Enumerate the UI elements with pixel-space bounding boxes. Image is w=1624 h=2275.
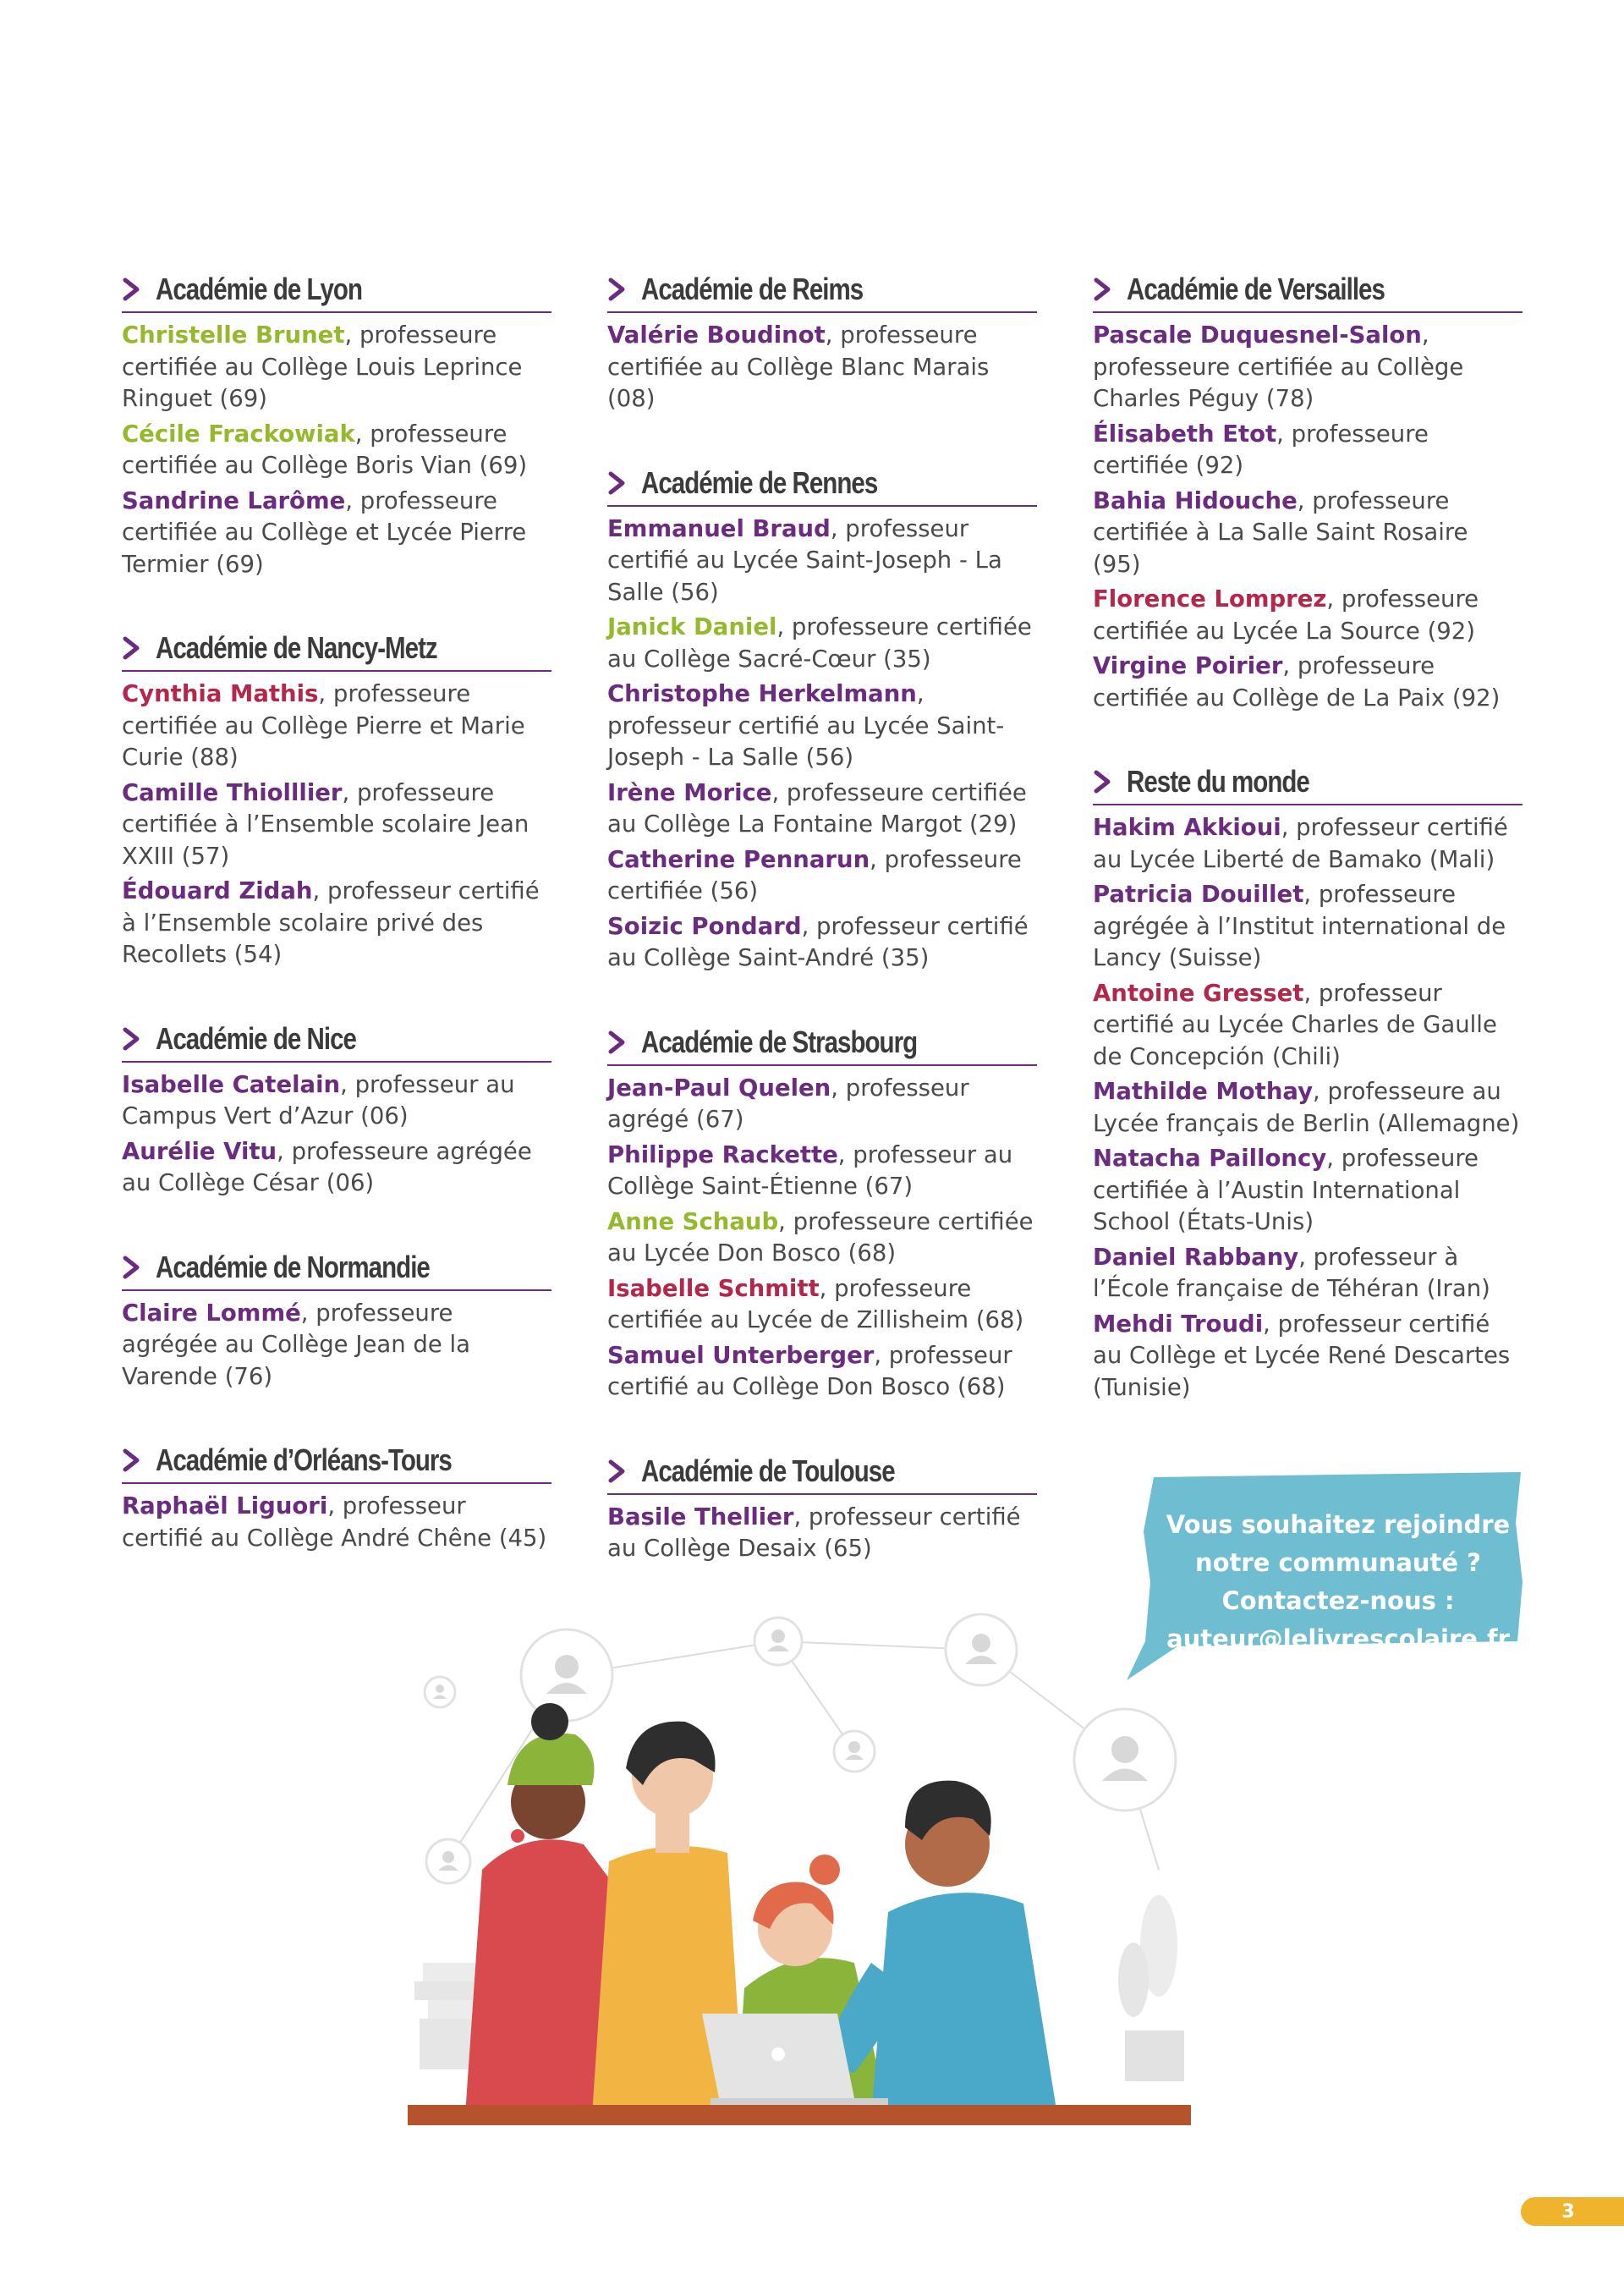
contributor-entry bbox=[1093, 812, 1522, 876]
page-number: 3 bbox=[1521, 2197, 1624, 2226]
contributor-name: Christelle Brunet bbox=[122, 321, 345, 349]
person-red-shirt bbox=[465, 1703, 609, 2115]
contributor-entry bbox=[122, 1136, 551, 1200]
contributor-entry bbox=[122, 419, 551, 482]
table bbox=[408, 2105, 1191, 2125]
contributor-name: Isabelle Schmitt bbox=[607, 1274, 820, 1302]
contributor-description: , professeure certifiée au Lycée de Zillisheim (68) bbox=[607, 1274, 1024, 1333]
contributor-entry bbox=[122, 778, 551, 873]
contributor-description: , professeur certifié au Collège André Chêne (45) bbox=[122, 1492, 547, 1552]
contributor-description: , professeure agrégée à l’Institut international de Lancy (Suisse) bbox=[1093, 881, 1506, 971]
column-1 bbox=[122, 269, 551, 1602]
contributor-entry bbox=[122, 1298, 551, 1393]
contributor-description: , professeur certifié au Lycée Saint-Joseph - La Salle (56) bbox=[607, 514, 1002, 606]
chevron-right-icon bbox=[122, 1448, 142, 1472]
contributor-name: Isabelle Catelain bbox=[122, 1070, 341, 1098]
academy-section bbox=[122, 1019, 551, 1200]
contributor-entry bbox=[1093, 1309, 1522, 1404]
chevron-right-icon bbox=[122, 636, 142, 660]
academy-section bbox=[1093, 269, 1522, 714]
section-header bbox=[122, 1440, 551, 1484]
contributor-name: Antoine Gresset bbox=[1093, 979, 1304, 1007]
contributor-description: , professeure certifiée au Collège et Lycée Pierre Termier (69) bbox=[122, 486, 527, 578]
contributor-description: , professeur agrégé (67) bbox=[607, 1074, 969, 1133]
contributor-entry bbox=[122, 679, 551, 774]
contributor-entry bbox=[607, 844, 1037, 908]
team-illustration bbox=[398, 1591, 1210, 2132]
contributor-name: Hakim Akkioui bbox=[1093, 814, 1281, 841]
contributor-name: Claire Lommé bbox=[122, 1299, 301, 1327]
contributor-entry bbox=[1093, 1143, 1522, 1239]
section-title: Académie de Lyon bbox=[156, 272, 363, 306]
column-3 bbox=[1093, 269, 1522, 1451]
contributor-entry bbox=[607, 1073, 1037, 1136]
chevron-right-icon bbox=[122, 278, 142, 301]
contributor-name: Mehdi Troudi bbox=[1093, 1310, 1264, 1338]
contact-line-1: Vous souhaitez rejoindre bbox=[1166, 1510, 1511, 1539]
contributor-description: , professeure agrégée au Collège Jean de la Varende (76) bbox=[122, 1299, 470, 1390]
person-blue-sweater bbox=[820, 1781, 1057, 2115]
contact-line-2: notre communauté ? bbox=[1194, 1548, 1481, 1577]
section-title: Académie de Nancy-Metz bbox=[156, 630, 437, 665]
contributor-description: , professeure certifiée (56) bbox=[607, 845, 1022, 904]
contributor-description: , professeure certifiée (92) bbox=[1093, 420, 1429, 479]
contributor-name: Soizic Pondard bbox=[607, 912, 802, 940]
contributor-description: , professeure certifiée au Collège La Fontaine Margot (29) bbox=[607, 778, 1027, 838]
chevron-right-icon bbox=[122, 1027, 142, 1051]
academy-section bbox=[607, 1022, 1037, 1404]
section-header bbox=[122, 628, 551, 672]
contributor-name: Daniel Rabbany bbox=[1093, 1243, 1299, 1271]
contributor-name: Irène Morice bbox=[607, 778, 772, 806]
contributor-entry bbox=[1093, 1076, 1522, 1140]
contributor-name: Philippe Rackette bbox=[607, 1140, 838, 1168]
section-title: Académie de Normandie bbox=[156, 1249, 430, 1284]
academy-section bbox=[122, 269, 551, 580]
chevron-right-icon bbox=[607, 471, 628, 495]
chevron-right-icon bbox=[607, 1030, 628, 1054]
contributor-entry bbox=[122, 486, 551, 581]
academy-section bbox=[607, 269, 1037, 415]
contributor-description: , professeure agrégée au Collège César (06) bbox=[122, 1137, 532, 1196]
contributor-entry bbox=[607, 1206, 1037, 1270]
contributor-entry bbox=[607, 1502, 1037, 1565]
contributor-entry bbox=[1093, 486, 1522, 581]
column-2 bbox=[607, 269, 1037, 1613]
contributor-name: Raphaël Liguori bbox=[122, 1492, 328, 1519]
contributor-name: Basile Thellier bbox=[607, 1503, 794, 1530]
contributor-name: Virgine Poirier bbox=[1093, 652, 1283, 679]
academy-section bbox=[122, 1440, 551, 1554]
contributor-description: , professeure certifiée au Collège Sacré-Cœur (35) bbox=[607, 613, 1032, 673]
contributor-name: Valérie Boudinot bbox=[607, 321, 826, 349]
section-header bbox=[607, 269, 1037, 313]
contributor-description: , professeure certifiée à La Salle Saint Rosaire (95) bbox=[1093, 486, 1468, 578]
contributor-entry bbox=[607, 1340, 1037, 1404]
contributor-name: Florence Lomprez bbox=[1093, 585, 1327, 613]
section-header bbox=[122, 1247, 551, 1291]
section-header bbox=[122, 1019, 551, 1063]
contributor-description: , professeure au Lycée français de Berlin (Allemagne) bbox=[1093, 1078, 1520, 1137]
contributor-entry bbox=[607, 612, 1037, 675]
contributor-entry bbox=[607, 1273, 1037, 1337]
contributor-entry bbox=[607, 911, 1037, 975]
contributor-description: , professeur certifié au Lycée Charles de Gaulle de Concepción (Chili) bbox=[1093, 979, 1497, 1070]
contributor-entry bbox=[607, 1140, 1037, 1203]
contributor-description: , professeure certifiée à l’Austin International School (États-Unis) bbox=[1093, 1145, 1479, 1235]
section-title: Académie de Versailles bbox=[1127, 272, 1385, 306]
contributor-name: Camille Thiolllier bbox=[122, 778, 343, 806]
section-title: Académie d’Orléans-Tours bbox=[156, 1442, 452, 1477]
contributor-name: Aurélie Vitu bbox=[122, 1137, 277, 1165]
chevron-right-icon bbox=[1093, 770, 1113, 794]
contributor-description: , professeur au Campus Vert d’Azur (06) bbox=[122, 1070, 515, 1129]
contributor-entry bbox=[122, 1069, 551, 1133]
contributor-description: , professeure certifiée au Lycée Don Bosco (68) bbox=[607, 1207, 1034, 1267]
contributor-entry bbox=[122, 320, 551, 415]
section-title: Académie de Rennes bbox=[641, 464, 878, 500]
section-header bbox=[607, 463, 1037, 507]
section-header bbox=[1093, 761, 1522, 805]
contributor-description: , professeur certifié au Collège Saint-André (35) bbox=[607, 912, 1029, 971]
contributor-name: Samuel Unterberger bbox=[607, 1341, 875, 1369]
contributor-entry bbox=[607, 679, 1037, 774]
contributor-description: , professeure certifiée au Collège Pierre et Marie Curie (88) bbox=[122, 680, 525, 771]
academy-section bbox=[607, 1451, 1037, 1565]
contributor-entry bbox=[1093, 1242, 1522, 1305]
contributor-name: Janick Daniel bbox=[607, 613, 777, 640]
contributor-description: , professeur certifié au Lycée Liberté de Bamako (Mali) bbox=[1093, 814, 1508, 873]
contributor-name: Élisabeth Etot bbox=[1093, 420, 1277, 448]
contributor-description: , professeure certifiée au Collège Boris Vian (69) bbox=[122, 420, 528, 479]
academy-section bbox=[122, 628, 551, 971]
contributor-entry bbox=[1093, 320, 1522, 415]
contributor-entry bbox=[1093, 879, 1522, 975]
chevron-right-icon bbox=[607, 1459, 628, 1483]
contributor-entry bbox=[122, 876, 551, 971]
contributor-entry bbox=[122, 1491, 551, 1554]
section-header bbox=[122, 269, 551, 313]
academy-section bbox=[1093, 761, 1522, 1404]
contributor-description: , professeur certifié à l’Ensemble scolaire privé des Recollets (54) bbox=[122, 877, 540, 968]
contributor-description: , professeure certifiée au Lycée La Source (92) bbox=[1093, 585, 1479, 645]
academy-section bbox=[122, 1247, 551, 1393]
contributor-name: Pascale Duquesnel-Salon bbox=[1093, 321, 1422, 349]
chevron-right-icon bbox=[1093, 278, 1113, 301]
contributor-description: , professeur à l’École française de Téhéran (Iran) bbox=[1093, 1243, 1490, 1302]
contributor-name: Édouard Zidah bbox=[122, 877, 313, 904]
contact-line-3: Contactez-nous : bbox=[1221, 1586, 1455, 1615]
contributor-description: , professeur certifié au Collège Desaix (65) bbox=[607, 1503, 1021, 1562]
section-header bbox=[1093, 269, 1522, 313]
contributor-name: Cynthia Mathis bbox=[122, 680, 319, 707]
contributor-name: Mathilde Mothay bbox=[1093, 1078, 1314, 1105]
section-title: Reste du monde bbox=[1127, 764, 1309, 799]
contributor-description: , professeur certifié au Collège Don Bosco (68) bbox=[607, 1341, 1012, 1400]
contributor-name: Cécile Frackowiak bbox=[122, 420, 355, 448]
section-title: Académie de Strasbourg bbox=[641, 1024, 918, 1059]
contact-email[interactable]: auteur@lelivrescolaire.fr bbox=[1166, 1624, 1510, 1653]
contributor-name: Catherine Pennarun bbox=[607, 845, 870, 873]
contributor-entry bbox=[607, 778, 1037, 841]
section-header bbox=[607, 1451, 1037, 1495]
contributor-entry bbox=[607, 320, 1037, 415]
contributor-description: , professeur au Collège Saint-Étienne (67) bbox=[607, 1140, 1013, 1200]
contributor-name: Jean-Paul Quelen bbox=[607, 1074, 831, 1102]
contributor-name: Sandrine Larôme bbox=[122, 486, 346, 514]
contributor-name: Bahia Hidouche bbox=[1093, 486, 1298, 514]
chevron-right-icon bbox=[607, 278, 628, 301]
contributor-description: , professeure certifiée au Collège Charles Péguy (78) bbox=[1093, 321, 1464, 412]
chevron-right-icon bbox=[122, 1256, 142, 1279]
contributor-name: Anne Schaub bbox=[607, 1207, 779, 1235]
contributor-entry bbox=[1093, 651, 1522, 714]
academy-section bbox=[607, 463, 1037, 975]
contributor-name: Patricia Douillet bbox=[1093, 881, 1304, 908]
contributor-entry bbox=[1093, 978, 1522, 1074]
section-header bbox=[607, 1022, 1037, 1066]
contributor-description: , professeure certifiée au Collège Blanc Marais (08) bbox=[607, 321, 990, 412]
section-title: Académie de Reims bbox=[641, 272, 864, 306]
contributor-description: , professeure certifiée à l’Ensemble scolaire Jean XXIII (57) bbox=[122, 778, 529, 870]
contributor-name: Emmanuel Braud bbox=[607, 514, 831, 542]
contributor-entry bbox=[1093, 419, 1522, 482]
section-title: Académie de Nice bbox=[156, 1020, 356, 1056]
contributor-description: , professeure certifiée au Collège Louis Leprince Ringuet (69) bbox=[122, 321, 523, 412]
contributor-name: Natacha Pailloncy bbox=[1093, 1145, 1327, 1172]
contributor-description: , professeur certifié au Lycée Saint-Joseph - La Salle (56) bbox=[607, 680, 1005, 771]
contributor-description: , professeur certifié au Collège et Lycée René Descartes (Tunisie) bbox=[1093, 1310, 1511, 1401]
contributor-entry bbox=[607, 514, 1037, 609]
contributor-description: , professeure certifiée au Collège de La Paix (92) bbox=[1093, 652, 1501, 712]
contributor-entry bbox=[1093, 584, 1522, 647]
section-title: Académie de Toulouse bbox=[641, 1453, 895, 1488]
contributor-name: Christophe Herkelmann bbox=[607, 680, 917, 707]
